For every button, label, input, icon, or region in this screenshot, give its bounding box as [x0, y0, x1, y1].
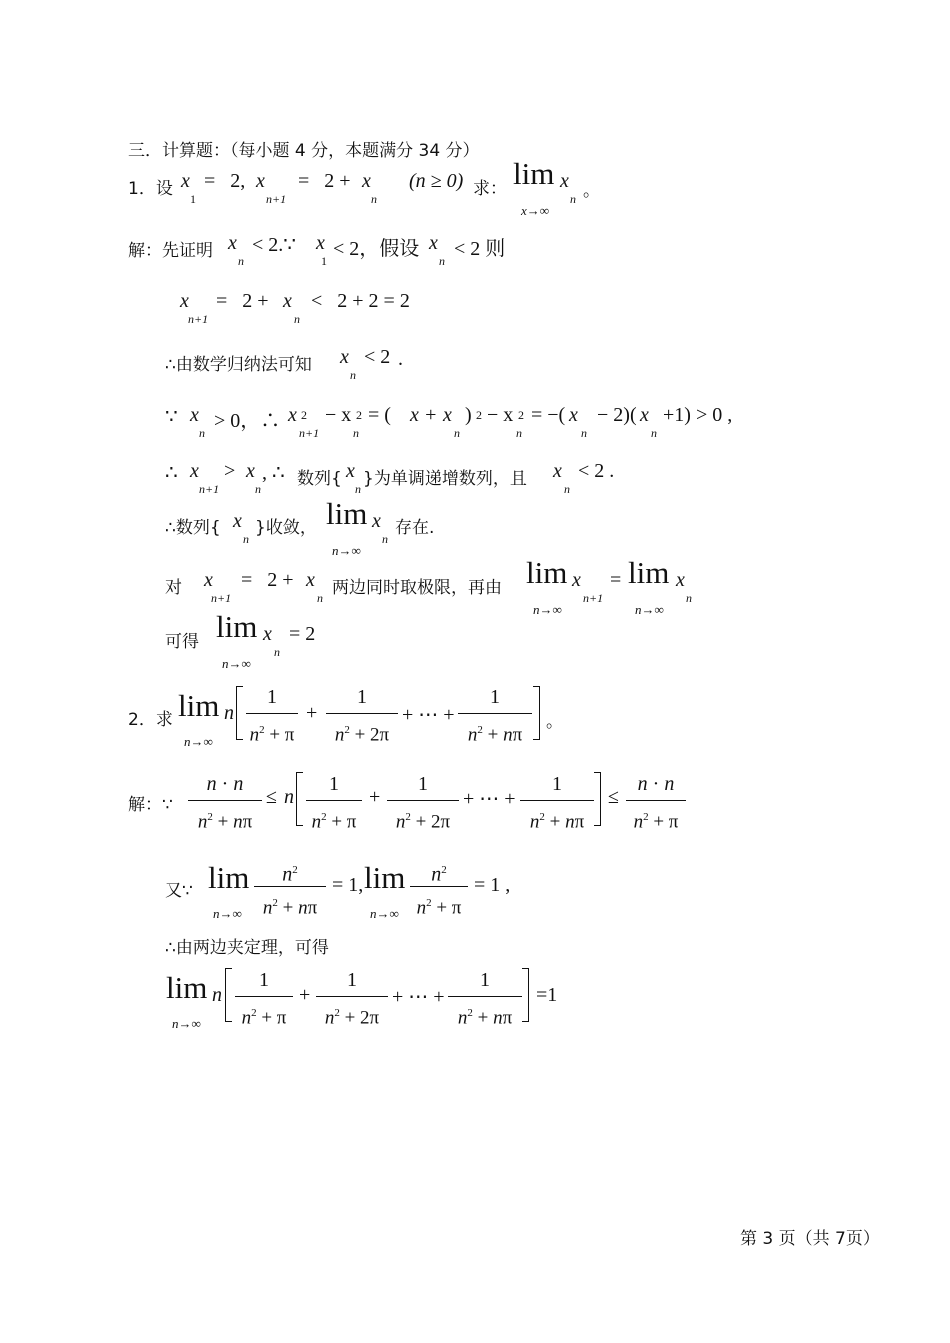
page-footer: 第 3 页（共 7页） [740, 1229, 880, 1249]
condition: (n ≥ 0) [409, 170, 464, 192]
problem-1-number: 1．设 [128, 179, 173, 199]
section-title: 三．计算题：（每小题 4 分，本题满分 34 分） [128, 141, 480, 161]
